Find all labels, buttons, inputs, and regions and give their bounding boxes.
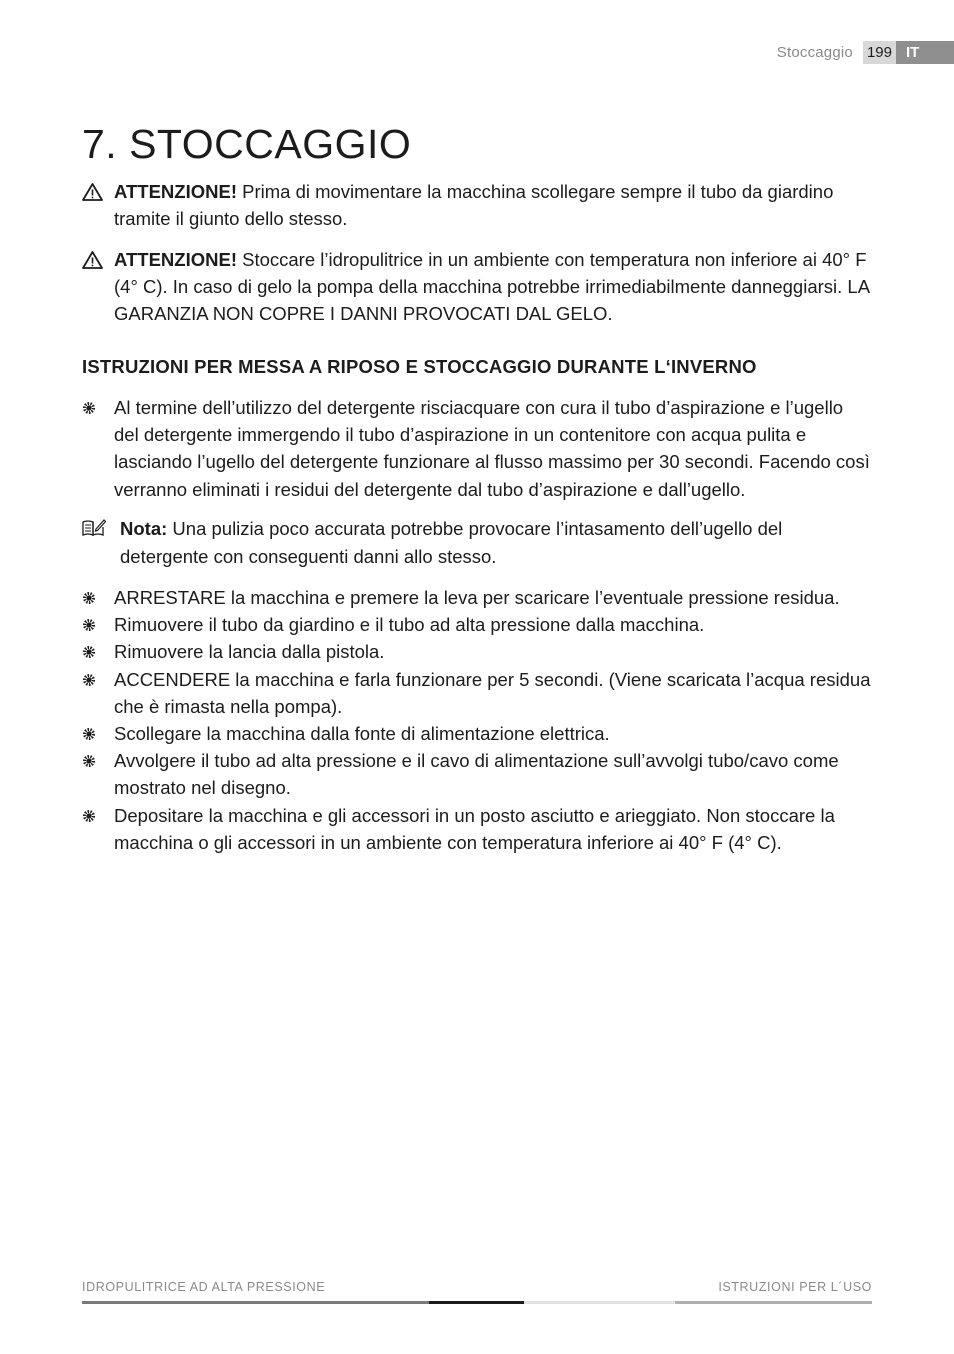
list-item [82, 747, 872, 801]
note-body: Una pulizia poco accurata potrebbe provocare l’intasamento dell’ugello del detergente con conseguenti danni allo stesso. [120, 518, 783, 567]
gear-bullet-icon [82, 618, 96, 632]
gear-bullet-icon [82, 645, 96, 659]
warning-triangle-icon [82, 251, 103, 269]
list-item [82, 638, 872, 665]
list-item [82, 802, 872, 856]
warning-body: Stoccare l’idropulitrice in un ambiente con temperatura non inferiore ai 40° F (4° C). In caso di gelo la pompa della macchina potrebbe irrimediabilmente danneggiarsi. LA GARANZIA NON COPRE I DANNI PROVOCATI DAL GELO. [114, 249, 870, 324]
gear-bullet-icon [82, 591, 96, 605]
footer-product-name: IDROPULITRICE AD ALTA PRESSIONE [82, 1280, 326, 1294]
page-header [777, 41, 954, 64]
warning-block [82, 246, 872, 327]
list-item [82, 720, 872, 747]
warning-label: ATTENZIONE! [114, 249, 237, 270]
list-item-text: Depositare la macchina e gli accessori in un posto asciutto e arieggiato. Non stoccare la macchina o gli accessori in un ambiente con temperatura inferiore ai 40° F (4° C). [114, 804, 835, 853]
list-item [82, 584, 872, 611]
gear-bullet-icon [82, 809, 96, 823]
footer-manual-type: ISTRUZIONI PER L´USO [718, 1280, 872, 1294]
book-note-icon [82, 518, 106, 538]
warning-triangle-icon [82, 183, 103, 201]
list-item-text: Scollegare la macchina dalla fonte di alimentazione elettrica. [114, 723, 610, 745]
list-item-text: ARRESTARE la macchina e premere la leva per scaricare l’eventuale pressione residua. [114, 587, 840, 608]
section-subheading: ISTRUZIONI PER MESSA A RIPOSO E STOCCAGGIO DURANTE L‘INVERNO [82, 356, 757, 377]
warning-label: ATTENZIONE! [114, 181, 237, 202]
page-number: 199 [863, 41, 896, 64]
list-item [82, 666, 872, 720]
gear-bullet-icon [82, 673, 96, 687]
gear-bullet-icon [82, 401, 96, 415]
instruction-list [82, 394, 872, 503]
header-section-title: Stoccaggio [776, 44, 853, 61]
footer-divider-segment [524, 1301, 675, 1304]
warning-text [114, 246, 872, 327]
gear-bullet-icon [82, 754, 96, 768]
footer-divider-segment [82, 1301, 429, 1304]
list-item-text: Rimuovere la lancia dalla pistola. [114, 641, 385, 663]
list-item-text: Al termine dell’utilizzo del detergente risciacquare con cura il tubo d’aspirazione e l’ugello del detergente immergendo il tubo d’aspirazione in un contenitore con acqua pulita e lasciando l’ugello del detergente funzionare al flusso massimo per 30 secondi. Facendo così verranno eliminati i residui del detergente dal tubo d’aspirazione e dall’ugello. [114, 397, 870, 500]
footer-divider [82, 1301, 872, 1304]
language-tab: IT [896, 41, 954, 64]
list-item-text: ACCENDERE la macchina e farla funzionare per 5 secondi. (Viene scaricata l’acqua residua che è rimasta nella pompa). [114, 668, 871, 717]
note-label: Nota: [120, 518, 168, 539]
page-title: 7. STOCCAGGIO [82, 121, 412, 167]
footer-divider-segment [429, 1301, 524, 1304]
footer-divider-segment [675, 1301, 872, 1304]
warning-text [114, 178, 872, 232]
note-block [82, 515, 872, 570]
warning-body: Prima di movimentare la macchina scollegare sempre il tubo da giardino tramite il giunto dello stesso. [114, 181, 834, 229]
note-text [120, 515, 872, 570]
warning-block [82, 178, 872, 232]
gear-bullet-icon [82, 727, 96, 741]
list-item-text: Avvolgere il tubo ad alta pressione e il cavo di alimentazione sull’avvolgi tubo/cavo come mostrato nel disegno. [114, 750, 839, 799]
list-item-text: Rimuovere il tubo da giardino e il tubo ad alta pressione dalla macchina. [114, 614, 705, 636]
list-item [82, 611, 872, 638]
instruction-list [82, 584, 872, 856]
list-item [82, 394, 872, 503]
